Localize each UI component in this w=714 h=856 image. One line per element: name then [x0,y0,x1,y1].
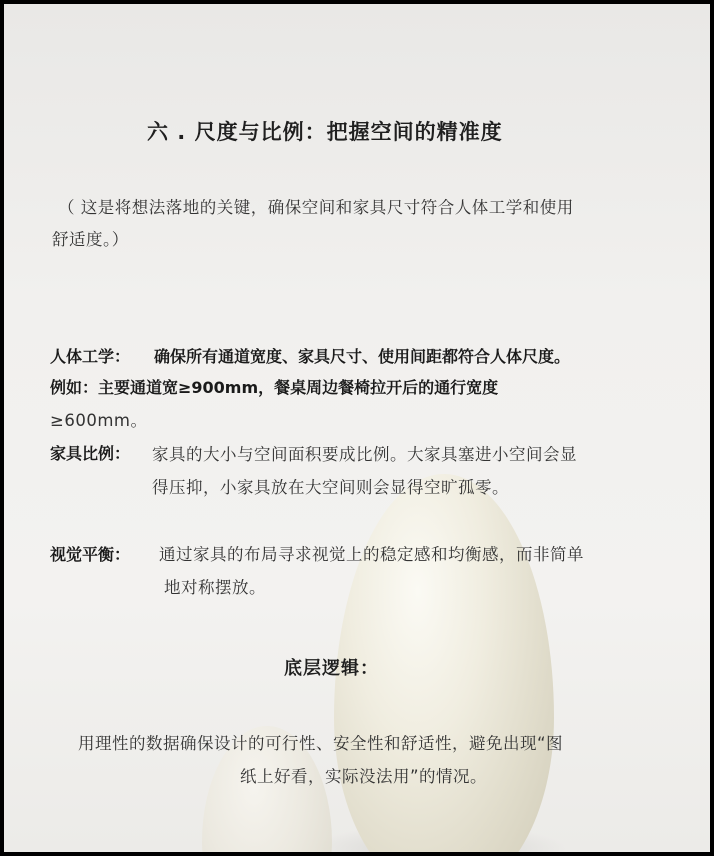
visual-balance-line-1: 通过家具的布局寻求视觉上的稳定感和均衡感，而非简单 [159,545,584,564]
page-frame [4,4,710,852]
ergonomics-label: 人体工学： [50,347,131,366]
furniture-scale-line-1: 家具的大小与空间面积要成比例。大家具塞进小空间会显 [152,445,577,464]
visual-balance-line-2: 地对称摆放。 [164,578,266,597]
ergonomics-example-line-1: 例如：主要通道宽≥900mm，餐桌周边餐椅拉开后的通行宽度 [50,378,499,397]
section-title: 六 . 尺度与比例：把握空间的精准度 [147,120,503,144]
intro-line-1: （ 这是将想法落地的关键，确保空间和家具尺寸符合人体工学和使用 [58,198,574,217]
ergonomics-text: 确保所有通道宽度、家具尺寸、使用间距都符合人体尺度。 [154,347,571,366]
logic-line-2: 纸上好看，实际没法用”的情况。 [240,767,488,786]
visual-balance-label: 视觉平衡： [50,545,131,564]
furniture-scale-label: 家具比例： [50,444,131,463]
ergonomics-example-line-2: ≥600mm。 [50,411,148,430]
logic-line-1: 用理性的数据确保设计的可行性、安全性和舒适性，避免出现“图 [78,734,564,753]
intro-line-2: 舒适度。） [52,230,129,249]
furniture-scale-line-2: 得压抑，小家具放在大空间则会显得空旷孤零。 [152,478,509,497]
logic-heading: 底层逻辑： [284,658,379,679]
